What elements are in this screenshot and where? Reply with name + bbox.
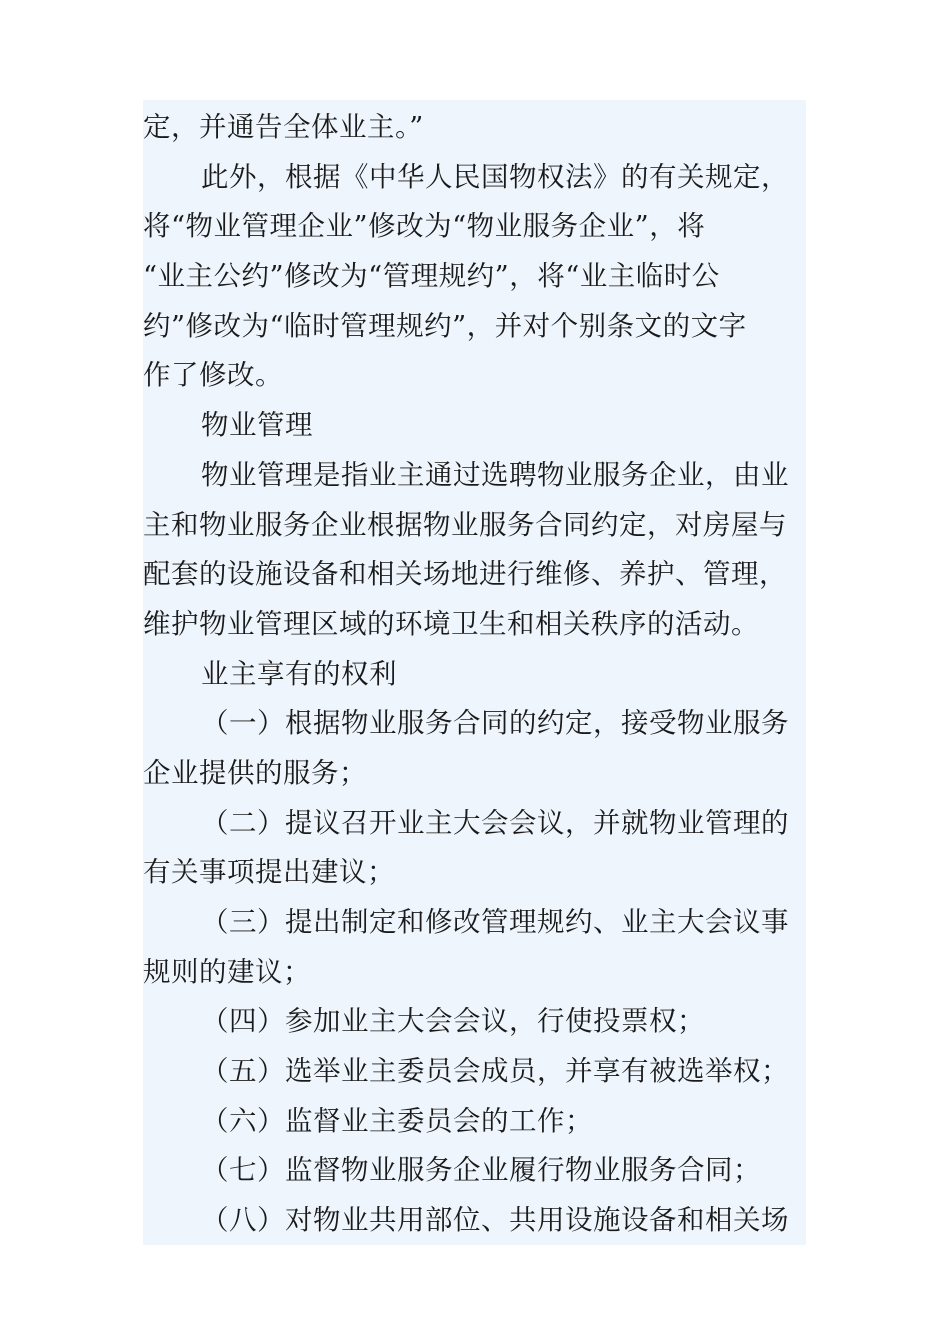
text-line: 规则的建议； [143,955,311,988]
text-line: 约”修改为“临时管理规约”，并对个别条文的文字 [143,309,747,342]
section-heading: 物业管理 [201,409,313,442]
text-line: 此外，根据《中华人民国物权法》的有关规定， [201,160,789,193]
text-line: “业主公约”修改为“管理规约”，将“业主临时公 [143,260,720,293]
list-item: （一）根据物业服务合同的约定，接受物业服务 [201,707,789,740]
text-line: 定，并通告全体业主。” [143,111,424,143]
list-item: （三）提出制定和修改管理规约、业主大会议事 [201,906,789,938]
section-heading: 业主享有的权利 [201,657,397,690]
list-item: （六）监督业主委员会的工作； [201,1104,593,1137]
text-line: 企业提供的服务； [143,756,367,789]
list-item: （七）监督物业服务企业履行物业服务合同； [201,1154,761,1187]
list-item: （五）选举业主委员会成员，并享有被选举权； [201,1055,789,1088]
text-line: 配套的设施设备和相关场地进行维修、养护、管理， [143,558,787,591]
list-item: （四）参加业主大会会议，行使投票权； [201,1005,705,1038]
text-line: 有关事项提出建议； [143,856,395,889]
text-line: 物业管理是指业主通过选聘物业服务企业，由业 [201,458,789,491]
list-item: （八）对物业共用部位、共用设施设备和相关场 [201,1204,789,1237]
text-line: 作了修改。 [143,359,283,392]
text-line: 主和物业服务企业根据物业服务合同约定，对房屋与 [143,508,787,541]
document-text-block [143,100,806,1245]
text-line: 将“物业管理企业”修改为“物业服务企业”，将 [143,210,706,243]
list-item: （二）提议召开业主大会会议，并就物业管理的 [201,806,789,839]
text-line: 维护物业管理区域的环境卫生和相关秩序的活动。 [143,607,759,640]
